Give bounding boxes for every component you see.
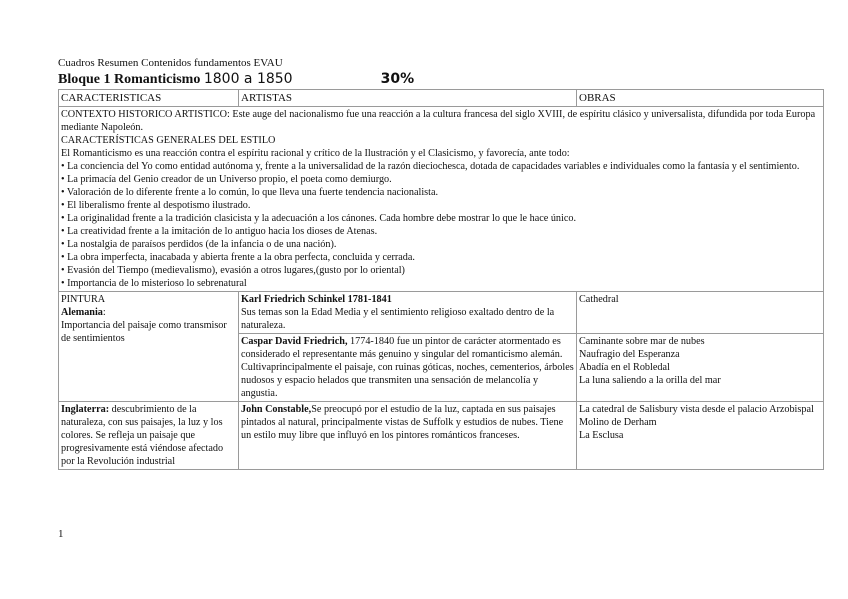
artist-name: Caspar David Friedrich,: [241, 336, 348, 347]
page-number: 1: [58, 528, 64, 540]
table-row-schinkel: [59, 292, 824, 334]
germany-label-colon: :: [102, 307, 106, 318]
column-header-caracteristicas: CARACTERISTICAS: [59, 90, 239, 107]
context-cell: [59, 107, 824, 292]
england-description: descubrimiento de la naturaleza, con sus paisajes, la luz y los colores. Se refleja un paisaje que progresivamente está viéndose afectado por la Revolución industrial: [61, 404, 224, 467]
england-label: Inglaterra:: [61, 404, 110, 415]
painting-heading: PINTURA: [61, 294, 106, 305]
works-friedrich: [577, 334, 824, 402]
context-row: [59, 107, 824, 292]
title-years: 1800 a 1850: [203, 71, 293, 87]
context-bullet: • Evasión del Tiempo (medievalismo), evasión a otros lugares,(gusto por lo oriental): [61, 265, 405, 276]
summary-table: [58, 89, 824, 470]
document-title: [58, 70, 823, 89]
artist-constable: [239, 402, 577, 470]
column-header-obras: OBRAS: [577, 90, 824, 107]
england-cell: [59, 402, 239, 470]
germany-description: Importancia del paisaje como transmisor de sentimientos: [61, 320, 227, 344]
artist-text: 1774-1840 fue un pintor de carácter atormentado es considerado el representante más genuino y singular del romanticismo alemán. Cultivaprincipalmente el paisaje, con ruinas góticas, noches, cementerios, árboles nudosos y espacio helados que transmiten una sensación de melancolía y angustia.: [241, 336, 574, 399]
germany-label: Alemania: [61, 307, 103, 318]
context-bullet: • Valoración de lo diferente frente a lo común, lo que lleva una fuerte tendencia nacionalista.: [61, 187, 439, 198]
context-bullet: • La primacía del Genio creador de un Universo propio, el poeta como demiurgo.: [61, 174, 392, 185]
context-intro: El Romanticismo es una reacción contra el espíritu racional y crítico de la Ilustración y el Clasicismo, y favorecía, ante todo:: [61, 148, 570, 159]
context-heading: CARACTERÍSTICAS GENERALES DEL ESTILO: [61, 135, 276, 146]
work-item: Molino de Derham: [579, 417, 657, 428]
work-item: La catedral de Salisbury vista desde el palacio Arzobispal: [579, 404, 814, 415]
context-bullet: • La obra imperfecta, inacabada y abierta frente a la obra perfecta, concluida y cerrada.: [61, 252, 415, 263]
work-item: La Esclusa: [579, 430, 624, 441]
context-bullet: • La nostalgia de paraísos perdidos (de la infancia o de una nación).: [61, 239, 337, 250]
work-item: La luna saliendo a la orilla del mar: [579, 375, 721, 386]
works-schinkel: [577, 292, 824, 334]
title-text: Bloque 1 Romanticismo: [58, 72, 201, 87]
table-row-constable: [59, 402, 824, 470]
context-bullet: • Importancia de lo misterioso lo sebrenatural: [61, 278, 247, 289]
document-page: [58, 56, 823, 470]
artist-name: Karl Friedrich Schinkel 1781-1841: [241, 294, 392, 305]
table-header-row: [59, 90, 824, 107]
column-header-artistas: ARTISTAS: [239, 90, 577, 107]
context-bullet: • La originalidad frente a la tradición clasicista y la adecuación a los cánones. Cada hombre debe mostrar lo que le hace único.: [61, 213, 576, 224]
context-bullet: • El liberalismo frente al despotismo ilustrado.: [61, 200, 251, 211]
work-item: Naufragio del Esperanza: [579, 349, 680, 360]
work-item: Abadía en el Robledal: [579, 362, 670, 373]
title-percent: 30%: [380, 71, 415, 87]
germany-cell: [59, 292, 239, 402]
artist-schinkel: [239, 292, 577, 334]
context-bullet: • La conciencia del Yo como entidad autónoma y, frente a la universalidad de la razón dieciochesca, dotada de capacidades variables e individuales como la fantasía y el sentimiento.: [61, 161, 800, 172]
document-subtitle: Cuadros Resumen Contenidos fundamentos EVAU: [58, 57, 283, 69]
work-item: Caminante sobre mar de nubes: [579, 336, 705, 347]
artist-friedrich: [239, 334, 577, 402]
artist-name: John Constable,: [241, 404, 312, 415]
context-bullet: • La creatividad frente a la imitación de lo antiguo hacia los dioses de Atenas.: [61, 226, 378, 237]
works-constable: [577, 402, 824, 470]
artist-text: Se preocupó por el estudio de la luz, captada en sus paisajes pintados al natural, principalmente vistas de Suffolk y estudios de nubes. Tiene un estilo muy libre que influyó en los pintores románticos franceses.: [241, 404, 564, 441]
artist-text: Sus temas son la Edad Media y el sentimiento religioso exaltado dentro de la naturaleza.: [241, 307, 555, 331]
context-paragraph: CONTEXTO HISTORICO ARTISTICO: Este auge del nacionalismo fue una reacción a la cultura francesa del siglo XVIII, de espíritu clásico y universalista, difundida por toda Europa mediante Napoleón.: [61, 109, 816, 133]
work-item: Cathedral: [579, 294, 619, 305]
